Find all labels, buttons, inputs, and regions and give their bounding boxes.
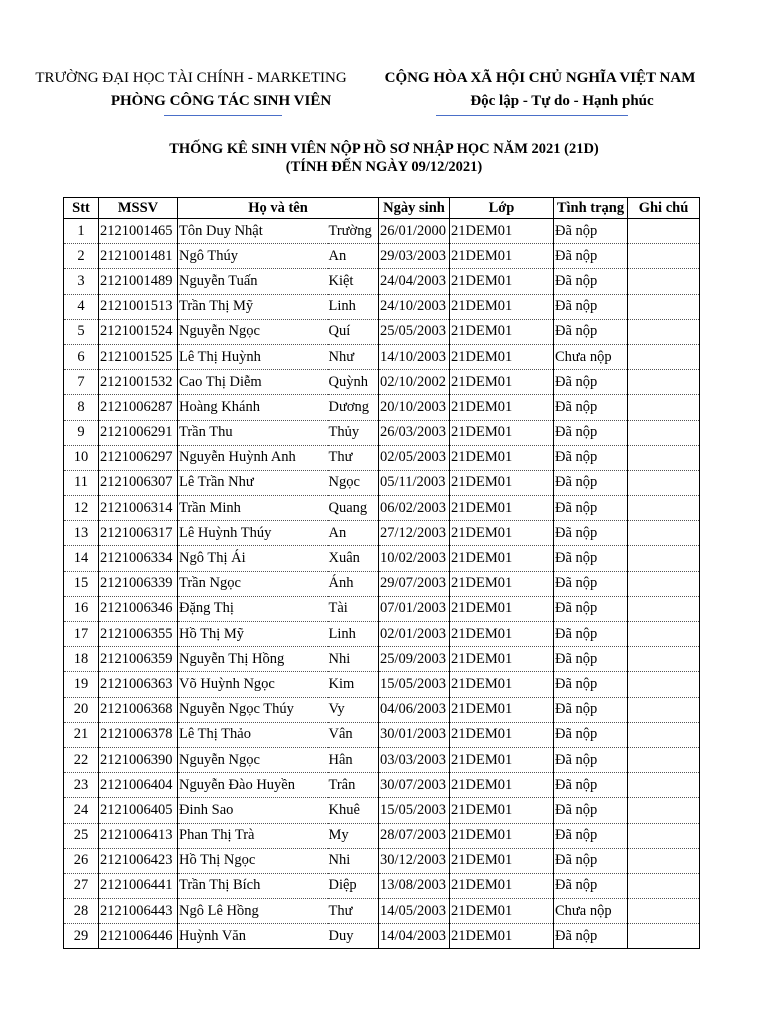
cell-status: Đã nộp	[554, 823, 628, 848]
cell-class: 21DEM01	[450, 244, 554, 269]
cell-given-name: Khuê	[328, 798, 379, 823]
cell-surname: Lê Thị Huỳnh	[178, 344, 328, 369]
cell-dob: 24/10/2003	[379, 294, 450, 319]
right-header-underline	[436, 115, 628, 116]
cell-mssv: 2121006355	[99, 622, 178, 647]
cell-note	[628, 496, 700, 521]
cell-mssv: 2121006368	[99, 697, 178, 722]
cell-surname: Nguyễn Huỳnh Anh	[178, 445, 328, 470]
table-row	[64, 496, 700, 521]
cell-stt: 25	[64, 823, 99, 848]
table-row	[64, 798, 700, 823]
cell-given-name: Tài	[328, 596, 379, 621]
header-stt: Stt	[64, 198, 99, 219]
office-name: PHÒNG CÔNG TÁC SINH VIÊN	[110, 93, 332, 109]
cell-status: Đã nộp	[554, 798, 628, 823]
header-status: Tình trạng	[554, 198, 628, 219]
cell-stt: 16	[64, 596, 99, 621]
cell-stt: 10	[64, 445, 99, 470]
cell-given-name: Như	[328, 344, 379, 369]
cell-status: Đã nộp	[554, 924, 628, 949]
cell-given-name: Vân	[328, 722, 379, 747]
cell-dob: 07/01/2003	[379, 596, 450, 621]
cell-dob: 26/03/2003	[379, 420, 450, 445]
cell-surname: Trần Minh	[178, 496, 328, 521]
table-row	[64, 445, 700, 470]
cell-given-name: Linh	[328, 294, 379, 319]
cell-class: 21DEM01	[450, 873, 554, 898]
table-row	[64, 395, 700, 420]
cell-status: Đã nộp	[554, 395, 628, 420]
cell-surname: Tôn Duy Nhật	[178, 219, 328, 244]
cell-given-name: Ngọc	[328, 470, 379, 495]
cell-stt: 2	[64, 244, 99, 269]
cell-given-name: Quang	[328, 496, 379, 521]
cell-surname: Ngô Thị Ái	[178, 546, 328, 571]
table-row	[64, 899, 700, 924]
cell-stt: 6	[64, 344, 99, 369]
cell-status: Đã nộp	[554, 647, 628, 672]
cell-status: Đã nộp	[554, 873, 628, 898]
table-row	[64, 647, 700, 672]
cell-dob: 03/03/2003	[379, 747, 450, 772]
cell-status: Đã nộp	[554, 747, 628, 772]
cell-surname: Đặng Thị	[178, 596, 328, 621]
cell-given-name: Duy	[328, 924, 379, 949]
cell-class: 21DEM01	[450, 420, 554, 445]
cell-dob: 02/01/2003	[379, 622, 450, 647]
cell-surname: Đinh Sao	[178, 798, 328, 823]
table-row	[64, 344, 700, 369]
cell-note	[628, 848, 700, 873]
cell-status: Đã nộp	[554, 722, 628, 747]
table-row	[64, 370, 700, 395]
cell-stt: 21	[64, 722, 99, 747]
cell-surname: Ngô Lê Hồng	[178, 899, 328, 924]
cell-given-name: Nhi	[328, 848, 379, 873]
cell-note	[628, 622, 700, 647]
cell-note	[628, 244, 700, 269]
cell-class: 21DEM01	[450, 370, 554, 395]
cell-class: 21DEM01	[450, 571, 554, 596]
cell-dob: 06/02/2003	[379, 496, 450, 521]
cell-class: 21DEM01	[450, 546, 554, 571]
cell-surname: Lê Trần Như	[178, 470, 328, 495]
cell-given-name: Quỳnh	[328, 370, 379, 395]
cell-stt: 14	[64, 546, 99, 571]
cell-dob: 10/02/2003	[379, 546, 450, 571]
cell-dob: 27/12/2003	[379, 521, 450, 546]
cell-mssv: 2121006346	[99, 596, 178, 621]
cell-note	[628, 269, 700, 294]
cell-class: 21DEM01	[450, 848, 554, 873]
cell-status: Đã nộp	[554, 546, 628, 571]
cell-surname: Hồ Thị Ngọc	[178, 848, 328, 873]
cell-given-name: Hân	[328, 747, 379, 772]
cell-mssv: 2121006317	[99, 521, 178, 546]
cell-stt: 23	[64, 773, 99, 798]
cell-dob: 13/08/2003	[379, 873, 450, 898]
cell-given-name: Kiệt	[328, 269, 379, 294]
cell-status: Đã nộp	[554, 420, 628, 445]
cell-mssv: 2121006390	[99, 747, 178, 772]
cell-note	[628, 773, 700, 798]
table-row	[64, 924, 700, 949]
cell-stt: 28	[64, 899, 99, 924]
cell-given-name: Vy	[328, 697, 379, 722]
cell-class: 21DEM01	[450, 319, 554, 344]
cell-mssv: 2121001525	[99, 344, 178, 369]
cell-status: Đã nộp	[554, 697, 628, 722]
cell-note	[628, 344, 700, 369]
cell-status: Đã nộp	[554, 571, 628, 596]
table-row	[64, 420, 700, 445]
table-row	[64, 244, 700, 269]
cell-surname: Huỳnh Văn	[178, 924, 328, 949]
cell-given-name: Nhi	[328, 647, 379, 672]
cell-class: 21DEM01	[450, 798, 554, 823]
cell-mssv: 2121006363	[99, 672, 178, 697]
cell-class: 21DEM01	[450, 344, 554, 369]
cell-dob: 14/10/2003	[379, 344, 450, 369]
cell-stt: 3	[64, 269, 99, 294]
cell-class: 21DEM01	[450, 622, 554, 647]
table-row	[64, 219, 700, 244]
cell-mssv: 2121006413	[99, 823, 178, 848]
cell-note	[628, 395, 700, 420]
cell-class: 21DEM01	[450, 697, 554, 722]
cell-status: Đã nộp	[554, 672, 628, 697]
table-row	[64, 722, 700, 747]
table-row	[64, 596, 700, 621]
cell-surname: Nguyễn Ngọc	[178, 319, 328, 344]
cell-note	[628, 697, 700, 722]
table-row	[64, 672, 700, 697]
cell-mssv: 2121006405	[99, 798, 178, 823]
cell-stt: 4	[64, 294, 99, 319]
cell-given-name: Xuân	[328, 546, 379, 571]
cell-class: 21DEM01	[450, 496, 554, 521]
cell-mssv: 2121006446	[99, 924, 178, 949]
cell-mssv: 2121001524	[99, 319, 178, 344]
cell-given-name: Ánh	[328, 571, 379, 596]
cell-stt: 8	[64, 395, 99, 420]
cell-status: Đã nộp	[554, 848, 628, 873]
cell-note	[628, 571, 700, 596]
cell-status: Chưa nộp	[554, 899, 628, 924]
cell-mssv: 2121006291	[99, 420, 178, 445]
table-row	[64, 571, 700, 596]
student-table	[63, 197, 700, 949]
cell-dob: 30/01/2003	[379, 722, 450, 747]
cell-mssv: 2121001465	[99, 219, 178, 244]
cell-surname: Hồ Thị Mỹ	[178, 622, 328, 647]
cell-stt: 7	[64, 370, 99, 395]
national-motto: Độc lập - Tự do - Hạnh phúc	[470, 93, 654, 109]
header-dob: Ngày sinh	[379, 198, 450, 219]
cell-dob: 24/04/2003	[379, 269, 450, 294]
cell-given-name: Trân	[328, 773, 379, 798]
table-row	[64, 294, 700, 319]
cell-status: Đã nộp	[554, 294, 628, 319]
header-note: Ghi chú	[628, 198, 700, 219]
cell-mssv: 2121006404	[99, 773, 178, 798]
cell-note	[628, 596, 700, 621]
table-row	[64, 546, 700, 571]
table-row	[64, 873, 700, 898]
cell-stt: 1	[64, 219, 99, 244]
cell-given-name: My	[328, 823, 379, 848]
table-row	[64, 773, 700, 798]
header-name: Họ và tên	[178, 198, 379, 219]
cell-surname: Nguyễn Ngọc Thúy	[178, 697, 328, 722]
header-mssv: MSSV	[99, 198, 178, 219]
cell-status: Đã nộp	[554, 219, 628, 244]
cell-status: Đã nộp	[554, 370, 628, 395]
cell-status: Đã nộp	[554, 269, 628, 294]
cell-stt: 29	[64, 924, 99, 949]
cell-mssv: 2121001481	[99, 244, 178, 269]
cell-given-name: Trường	[328, 219, 379, 244]
table-row	[64, 823, 700, 848]
cell-mssv: 2121006307	[99, 470, 178, 495]
cell-mssv: 2121006314	[99, 496, 178, 521]
cell-class: 21DEM01	[450, 924, 554, 949]
cell-given-name: Kim	[328, 672, 379, 697]
cell-note	[628, 521, 700, 546]
table-header-row	[64, 198, 700, 219]
table-row	[64, 622, 700, 647]
cell-mssv: 2121006441	[99, 873, 178, 898]
cell-class: 21DEM01	[450, 823, 554, 848]
cell-given-name: Linh	[328, 622, 379, 647]
cell-note	[628, 722, 700, 747]
cell-mssv: 2121006443	[99, 899, 178, 924]
cell-note	[628, 470, 700, 495]
cell-surname: Hoàng Khánh	[178, 395, 328, 420]
table-row	[64, 470, 700, 495]
cell-status: Đã nộp	[554, 244, 628, 269]
cell-given-name: Thư	[328, 899, 379, 924]
table-row	[64, 848, 700, 873]
cell-given-name: Thủy	[328, 420, 379, 445]
cell-given-name: An	[328, 244, 379, 269]
cell-stt: 13	[64, 521, 99, 546]
cell-stt: 27	[64, 873, 99, 898]
cell-class: 21DEM01	[450, 445, 554, 470]
national-title: CỘNG HÒA XÃ HỘI CHỦ NGHĨA VIỆT NAM	[384, 70, 696, 86]
cell-stt: 24	[64, 798, 99, 823]
cell-dob: 25/05/2003	[379, 319, 450, 344]
cell-stt: 5	[64, 319, 99, 344]
cell-stt: 9	[64, 420, 99, 445]
cell-status: Đã nộp	[554, 521, 628, 546]
cell-dob: 15/05/2003	[379, 672, 450, 697]
cell-status: Đã nộp	[554, 319, 628, 344]
table-row	[64, 269, 700, 294]
cell-surname: Lê Huỳnh Thúy	[178, 521, 328, 546]
cell-surname: Ngô Thúy	[178, 244, 328, 269]
table-row	[64, 319, 700, 344]
cell-note	[628, 873, 700, 898]
cell-mssv: 2121006287	[99, 395, 178, 420]
cell-stt: 19	[64, 672, 99, 697]
header-class: Lớp	[450, 198, 554, 219]
cell-status: Đã nộp	[554, 445, 628, 470]
cell-status: Đã nộp	[554, 622, 628, 647]
cell-mssv: 2121006334	[99, 546, 178, 571]
cell-class: 21DEM01	[450, 219, 554, 244]
cell-status: Đã nộp	[554, 596, 628, 621]
table-row	[64, 697, 700, 722]
cell-class: 21DEM01	[450, 899, 554, 924]
cell-dob: 30/12/2003	[379, 848, 450, 873]
cell-note	[628, 672, 700, 697]
cell-surname: Trần Thị Mỹ	[178, 294, 328, 319]
cell-surname: Nguyễn Đào Huyền	[178, 773, 328, 798]
cell-status: Đã nộp	[554, 470, 628, 495]
left-header-underline	[164, 115, 282, 116]
cell-surname: Cao Thị Diễm	[178, 370, 328, 395]
cell-stt: 26	[64, 848, 99, 873]
cell-mssv: 2121006378	[99, 722, 178, 747]
cell-class: 21DEM01	[450, 470, 554, 495]
cell-status: Đã nộp	[554, 496, 628, 521]
cell-dob: 14/04/2003	[379, 924, 450, 949]
cell-status: Đã nộp	[554, 773, 628, 798]
cell-class: 21DEM01	[450, 672, 554, 697]
cell-mssv: 2121006359	[99, 647, 178, 672]
cell-dob: 29/03/2003	[379, 244, 450, 269]
cell-stt: 12	[64, 496, 99, 521]
cell-mssv: 2121006339	[99, 571, 178, 596]
document-subtitle: (TÍNH ĐẾN NGÀY 09/12/2021)	[285, 159, 483, 175]
cell-class: 21DEM01	[450, 596, 554, 621]
cell-status: Chưa nộp	[554, 344, 628, 369]
cell-given-name: Diệp	[328, 873, 379, 898]
cell-class: 21DEM01	[450, 747, 554, 772]
cell-mssv: 2121001532	[99, 370, 178, 395]
cell-surname: Nguyễn Ngọc	[178, 747, 328, 772]
cell-note	[628, 747, 700, 772]
cell-mssv: 2121006297	[99, 445, 178, 470]
university-name: TRƯỜNG ĐẠI HỌC TÀI CHÍNH - MARKETING	[35, 70, 347, 86]
cell-note	[628, 546, 700, 571]
cell-mssv: 2121006423	[99, 848, 178, 873]
cell-note	[628, 319, 700, 344]
cell-surname: Phan Thị Trà	[178, 823, 328, 848]
cell-class: 21DEM01	[450, 395, 554, 420]
cell-dob: 28/07/2003	[379, 823, 450, 848]
cell-note	[628, 924, 700, 949]
cell-surname: Trần Thị Bích	[178, 873, 328, 898]
cell-class: 21DEM01	[450, 647, 554, 672]
cell-dob: 26/01/2000	[379, 219, 450, 244]
cell-note	[628, 899, 700, 924]
cell-surname: Nguyễn Tuấn	[178, 269, 328, 294]
cell-note	[628, 445, 700, 470]
cell-dob: 25/09/2003	[379, 647, 450, 672]
cell-class: 21DEM01	[450, 294, 554, 319]
cell-given-name: Dương	[328, 395, 379, 420]
table-row	[64, 747, 700, 772]
cell-surname: Trần Ngọc	[178, 571, 328, 596]
cell-dob: 14/05/2003	[379, 899, 450, 924]
cell-dob: 30/07/2003	[379, 773, 450, 798]
cell-note	[628, 420, 700, 445]
cell-stt: 15	[64, 571, 99, 596]
cell-stt: 18	[64, 647, 99, 672]
cell-note	[628, 294, 700, 319]
cell-given-name: Quí	[328, 319, 379, 344]
cell-dob: 15/05/2003	[379, 798, 450, 823]
cell-dob: 05/11/2003	[379, 470, 450, 495]
cell-dob: 02/10/2002	[379, 370, 450, 395]
cell-dob: 04/06/2003	[379, 697, 450, 722]
cell-class: 21DEM01	[450, 722, 554, 747]
cell-dob: 20/10/2003	[379, 395, 450, 420]
cell-class: 21DEM01	[450, 773, 554, 798]
cell-note	[628, 647, 700, 672]
cell-note	[628, 370, 700, 395]
cell-dob: 02/05/2003	[379, 445, 450, 470]
cell-surname: Trần Thu	[178, 420, 328, 445]
cell-class: 21DEM01	[450, 269, 554, 294]
cell-surname: Võ Huỳnh Ngọc	[178, 672, 328, 697]
cell-dob: 29/07/2003	[379, 571, 450, 596]
cell-class: 21DEM01	[450, 521, 554, 546]
cell-surname: Nguyễn Thị Hồng	[178, 647, 328, 672]
cell-given-name: Thư	[328, 445, 379, 470]
cell-surname: Lê Thị Thảo	[178, 722, 328, 747]
table-row	[64, 521, 700, 546]
cell-mssv: 2121001513	[99, 294, 178, 319]
cell-mssv: 2121001489	[99, 269, 178, 294]
cell-stt: 11	[64, 470, 99, 495]
cell-stt: 22	[64, 747, 99, 772]
document-title: THỐNG KÊ SINH VIÊN NỘP HỒ SƠ NHẬP HỌC NĂM 2021 (21D)	[169, 141, 599, 157]
cell-note	[628, 823, 700, 848]
cell-note	[628, 219, 700, 244]
cell-stt: 20	[64, 697, 99, 722]
cell-given-name: An	[328, 521, 379, 546]
cell-stt: 17	[64, 622, 99, 647]
cell-note	[628, 798, 700, 823]
